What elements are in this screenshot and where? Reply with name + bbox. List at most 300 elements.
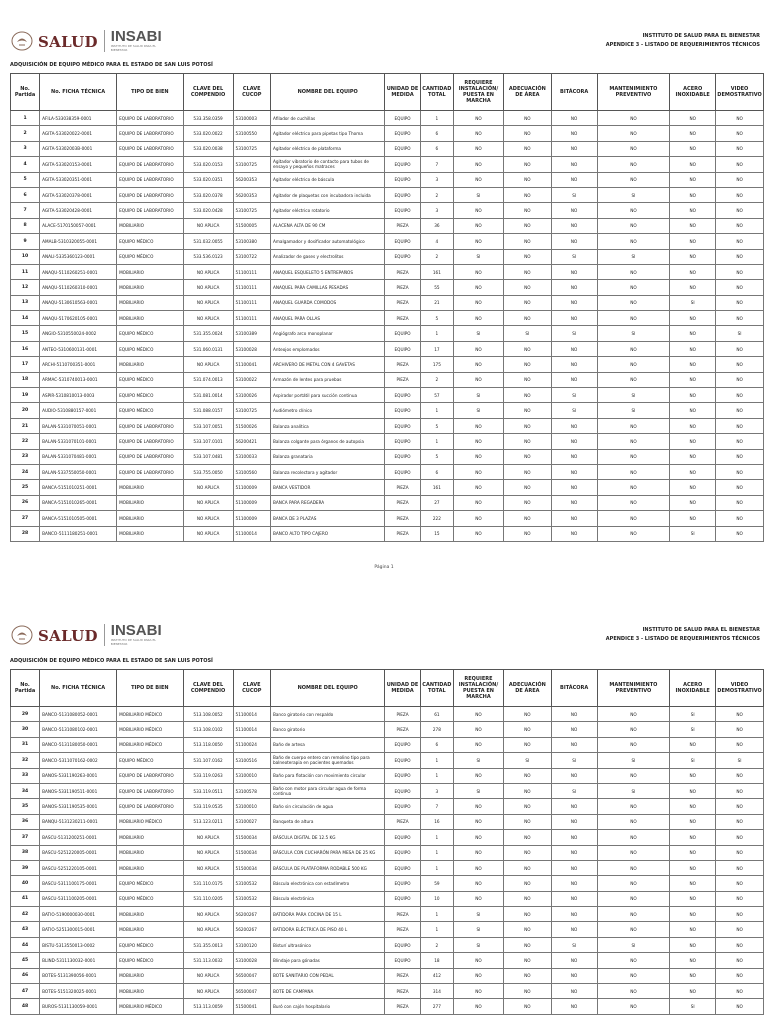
table-cell: NO: [670, 357, 716, 372]
table-cell: 533.020.0022: [183, 126, 233, 141]
table-cell: BÁSCULA DE PLATAFORMA RODABLE 500 KG: [270, 860, 384, 875]
table-cell: 6: [420, 141, 453, 156]
table-cell: NO: [597, 907, 670, 922]
column-header: No. FICHA TÉCNICA: [40, 74, 117, 111]
requirements-table: [10, 73, 764, 542]
appendix-title: APENDICE 3 - LISTADO DE REQUERIMIENTOS TÉCNICOS: [605, 42, 760, 48]
table-cell: BANCA DE 3 PLAZAS: [270, 511, 384, 526]
column-header: CLAVE DEL COMPENDIO: [183, 670, 233, 707]
table-cell: BATIDORA ELÉCTRICA DE PISO 40 L: [270, 922, 384, 937]
table-cell: EQUIPO: [385, 403, 420, 418]
column-header: CANTIDAD TOTAL: [420, 670, 453, 707]
table-cell: NO: [454, 311, 504, 326]
table-cell: 51100009: [233, 480, 270, 495]
table-row: [11, 172, 764, 187]
table-cell: NO: [503, 372, 551, 387]
table-cell: NO: [551, 737, 597, 752]
table-cell: BANCO-5311070162-0002: [40, 753, 117, 768]
table-cell: SI: [454, 907, 504, 922]
table-cell: NO: [716, 860, 764, 875]
table-body: [11, 707, 764, 1015]
table-row: [11, 937, 764, 952]
table-cell: Báscula electrónica: [270, 891, 384, 906]
table-cell: NO APLICA: [183, 984, 233, 999]
table-cell: Baño con motor para circular agua de forma continua: [270, 783, 384, 798]
table-cell: EQUIPO: [385, 953, 420, 968]
column-header: VIDEO DEMOSTRATIVO: [716, 670, 764, 707]
table-cell: NO: [670, 326, 716, 341]
table-cell: NO: [597, 707, 670, 722]
table-cell: Balanza colgante para órganos de autopsia: [270, 434, 384, 449]
table-cell: 277: [420, 999, 453, 1014]
table-cell: AGITA-533020153-0001: [40, 157, 117, 172]
table-cell: 11: [11, 264, 40, 279]
column-header: CLAVE DEL COMPENDIO: [183, 74, 233, 111]
table-cell: NO: [551, 234, 597, 249]
table-cell: NO: [670, 434, 716, 449]
table-cell: 27: [420, 495, 453, 510]
table-cell: 51100111: [233, 311, 270, 326]
table-cell: NO: [551, 218, 597, 233]
table-cell: 51500034: [233, 860, 270, 875]
table-cell: NO: [597, 768, 670, 783]
requirements-table: [10, 669, 764, 1015]
table-cell: PIEZA: [385, 480, 420, 495]
table-cell: NO: [503, 783, 551, 798]
table-cell: MOBILIARIO: [117, 907, 184, 922]
table-cell: SI: [670, 707, 716, 722]
table-cell: NO: [670, 218, 716, 233]
table-cell: NO: [503, 234, 551, 249]
table-cell: BANCO-5131080052-0001: [40, 707, 117, 722]
table-cell: 56200353: [233, 187, 270, 202]
table-cell: EQUIPO MÉDICO: [117, 753, 184, 768]
table-cell: SI: [454, 326, 504, 341]
table-cell: 44: [11, 937, 40, 952]
table-cell: NO: [670, 876, 716, 891]
table-cell: 38: [11, 845, 40, 860]
table-cell: 175: [420, 357, 453, 372]
table-cell: Angiógrafo arco monoplanar: [270, 326, 384, 341]
table-cell: PIEZA: [385, 707, 420, 722]
table-cell: Banqueta de altura: [270, 814, 384, 829]
table-cell: BLIND-5311130032-0001: [40, 953, 117, 968]
table-cell: EQUIPO MÉDICO: [117, 341, 184, 356]
table-cell: 53100516: [233, 753, 270, 768]
institute-heading: [606, 626, 760, 644]
table-cell: ANAQUEL ESQUELETO 5 ENTREPAÑOS: [270, 264, 384, 279]
table-cell: 10: [420, 891, 453, 906]
table-cell: EQUIPO: [385, 783, 420, 798]
table-cell: 531.355.0013: [183, 937, 233, 952]
table-cell: BANCA-5151010265-0001: [40, 495, 117, 510]
table-row: [11, 480, 764, 495]
table-cell: NO: [597, 968, 670, 983]
table-cell: NO: [716, 953, 764, 968]
table-cell: NO: [597, 999, 670, 1014]
table-cell: NO: [670, 984, 716, 999]
table-cell: BATIDORA PARA COCINA DE 15 L: [270, 907, 384, 922]
table-cell: NO: [503, 860, 551, 875]
table-cell: 51100009: [233, 495, 270, 510]
table-cell: EQUIPO DE LABORATORIO: [117, 768, 184, 783]
table-cell: 7: [420, 799, 453, 814]
table-cell: ANAQU-5110260251-0001: [40, 264, 117, 279]
table-cell: NO: [597, 126, 670, 141]
table-cell: Agitador vibratorio de contacto para tubos de ensayo y pequeños matraces: [270, 157, 384, 172]
table-cell: NO: [551, 295, 597, 310]
table-cell: NO: [597, 295, 670, 310]
table-cell: NO: [670, 311, 716, 326]
table-cell: NO: [716, 999, 764, 1014]
table-cell: NO: [716, 172, 764, 187]
table-cell: NO APLICA: [183, 218, 233, 233]
insabi-wordmark: INSABI: [110, 28, 162, 45]
table-cell: NO: [716, 737, 764, 752]
table-cell: NO: [597, 922, 670, 937]
table-cell: NO: [503, 203, 551, 218]
table-cell: EQUIPO MÉDICO: [117, 234, 184, 249]
table-cell: MOBILIARIO: [117, 511, 184, 526]
table-cell: NO: [597, 264, 670, 279]
table-cell: 46: [11, 968, 40, 983]
table-cell: NO: [454, 234, 504, 249]
table-cell: BÁSCULA DIGITAL DE 12.5 KG: [270, 830, 384, 845]
table-cell: NO: [716, 234, 764, 249]
table-cell: NO: [454, 876, 504, 891]
table-cell: NO: [716, 922, 764, 937]
table-cell: EQUIPO MÉDICO: [117, 326, 184, 341]
table-cell: 8: [11, 218, 40, 233]
table-cell: NO: [716, 464, 764, 479]
table-cell: 51500041: [233, 999, 270, 1014]
table-cell: ARCHI-5110700351-0001: [40, 357, 117, 372]
table-cell: NO: [670, 234, 716, 249]
table-row: [11, 860, 764, 875]
table-cell: NO: [551, 341, 597, 356]
institute-heading: [606, 32, 760, 50]
table-cell: Bisturí ultrasónico: [270, 937, 384, 952]
table-row: [11, 707, 764, 722]
table-row: [11, 845, 764, 860]
table-cell: NO APLICA: [183, 311, 233, 326]
table-cell: EQUIPO: [385, 891, 420, 906]
table-cell: SI: [597, 249, 670, 264]
table-cell: NO: [503, 799, 551, 814]
table-cell: BANCO-5111180251-0001: [40, 526, 117, 541]
table-cell: AGITA-53302003B-0001: [40, 141, 117, 156]
table-cell: 531.074.0013: [183, 372, 233, 387]
table-cell: NO APLICA: [183, 860, 233, 875]
table-row: [11, 126, 764, 141]
table-cell: 161: [420, 264, 453, 279]
table-cell: EQUIPO MÉDICO: [117, 249, 184, 264]
table-cell: NO: [503, 480, 551, 495]
table-cell: NO: [454, 495, 504, 510]
table-cell: 533.755.0050: [183, 464, 233, 479]
table-cell: 533.119.0511: [183, 783, 233, 798]
column-header: MANTENIMIENTO PREVENTIVO: [597, 670, 670, 707]
table-cell: NO: [670, 968, 716, 983]
table-cell: NO APLICA: [183, 480, 233, 495]
table-cell: 18: [420, 953, 453, 968]
table-cell: 56200353: [233, 172, 270, 187]
table-row: [11, 907, 764, 922]
table-cell: Agitador eléctrico para pipetas tipo Thoma: [270, 126, 384, 141]
table-row: [11, 326, 764, 341]
table-cell: NO: [597, 357, 670, 372]
table-cell: SI: [454, 187, 504, 202]
table-cell: 531.032.0055: [183, 234, 233, 249]
column-header: NOMBRE DEL EQUIPO: [270, 74, 384, 111]
table-cell: 42: [11, 907, 40, 922]
table-cell: NO APLICA: [183, 495, 233, 510]
table-cell: 37: [11, 830, 40, 845]
table-cell: NO: [454, 295, 504, 310]
table-cell: NO: [551, 891, 597, 906]
table-cell: MOBILIARIO: [117, 922, 184, 937]
table-cell: NO: [551, 264, 597, 279]
table-cell: NO: [503, 845, 551, 860]
table-cell: SI: [597, 753, 670, 768]
table-cell: NO: [551, 434, 597, 449]
table-cell: NO: [670, 449, 716, 464]
table-cell: 9: [11, 234, 40, 249]
table-cell: NO: [597, 172, 670, 187]
table-cell: NO: [670, 126, 716, 141]
table-cell: 4: [11, 157, 40, 172]
table-cell: ANAQU-5110260310-0001: [40, 280, 117, 295]
table-cell: AGITA-533020428-0001: [40, 203, 117, 218]
table-cell: NO: [551, 984, 597, 999]
table-cell: SI: [551, 937, 597, 952]
table-cell: NO APLICA: [183, 845, 233, 860]
table-cell: NO: [597, 157, 670, 172]
table-cell: NO: [454, 526, 504, 541]
table-cell: NO: [716, 218, 764, 233]
table-cell: SI: [597, 388, 670, 403]
table-cell: 531.081.0014: [183, 388, 233, 403]
table-cell: NO: [454, 372, 504, 387]
table-cell: AFILA-533038359-0001: [40, 111, 117, 126]
logo-salud-insabi: [10, 30, 166, 52]
table-cell: 23: [11, 449, 40, 464]
table-cell: SI: [454, 922, 504, 937]
page-number: Página 1: [374, 565, 394, 570]
table-cell: NO: [670, 172, 716, 187]
table-row: [11, 464, 764, 479]
table-cell: 531.355.0024: [183, 326, 233, 341]
table-cell: NO: [670, 799, 716, 814]
table-cell: EQUIPO MÉDICO: [117, 372, 184, 387]
table-cell: NO: [597, 799, 670, 814]
table-cell: 5: [420, 418, 453, 433]
table-cell: PIEZA: [385, 968, 420, 983]
table-cell: MOBILIARIO: [117, 480, 184, 495]
table-cell: NO: [597, 511, 670, 526]
table-cell: NO: [597, 845, 670, 860]
table-cell: NO: [597, 737, 670, 752]
table-cell: ANAQUEL GUARDA COMODOS: [270, 295, 384, 310]
table-cell: BANOS-5331190263-0001: [40, 768, 117, 783]
table-cell: AUDIO-5310880157-0001: [40, 403, 117, 418]
table-cell: NO: [597, 341, 670, 356]
table-cell: NO: [503, 891, 551, 906]
table-cell: SI: [551, 187, 597, 202]
table-cell: NO: [716, 357, 764, 372]
table-cell: NO: [454, 280, 504, 295]
table-cell: NO: [551, 526, 597, 541]
table-cell: EQUIPO DE LABORATORIO: [117, 449, 184, 464]
column-header: TIPO DE BIEN: [117, 74, 184, 111]
table-row: [11, 768, 764, 783]
table-cell: SI: [503, 753, 551, 768]
table-cell: 5: [420, 449, 453, 464]
table-cell: 51100111: [233, 264, 270, 279]
table-cell: 222: [420, 511, 453, 526]
table-cell: 513.108.0102: [183, 722, 233, 737]
table-cell: NO: [503, 968, 551, 983]
table-cell: 412: [420, 968, 453, 983]
table-cell: NO: [503, 707, 551, 722]
table-row: [11, 418, 764, 433]
table-cell: ANTEO-5310600131-0001: [40, 341, 117, 356]
table-cell: NO: [551, 126, 597, 141]
table-cell: NO APLICA: [183, 280, 233, 295]
table-cell: NO: [551, 907, 597, 922]
table-cell: NO: [716, 187, 764, 202]
table-cell: 533.020.0378: [183, 187, 233, 202]
table-row: [11, 141, 764, 156]
table-cell: NO: [454, 737, 504, 752]
table-row: [11, 187, 764, 202]
table-cell: NO: [716, 434, 764, 449]
table-cell: NO: [597, 830, 670, 845]
table-row: [11, 799, 764, 814]
table-header-row: [11, 670, 764, 707]
table-cell: 513.113.0059: [183, 999, 233, 1014]
table-cell: PIEZA: [385, 922, 420, 937]
table-cell: EQUIPO MÉDICO: [117, 937, 184, 952]
table-cell: 533.020.0351: [183, 172, 233, 187]
table-row: [11, 388, 764, 403]
table-cell: Buró con cajón hospitalario: [270, 999, 384, 1014]
table-cell: NO: [597, 280, 670, 295]
table-cell: NO: [503, 141, 551, 156]
table-cell: 10: [11, 249, 40, 264]
eagle-emblem-icon: [10, 625, 34, 645]
table-cell: MOBILIARIO MÉDICO: [117, 737, 184, 752]
table-cell: Balanza recolectora y agitador: [270, 464, 384, 479]
table-row: [11, 372, 764, 387]
table-cell: BANCA-5151010505-0001: [40, 511, 117, 526]
table-cell: NO: [454, 434, 504, 449]
table-cell: NO: [670, 953, 716, 968]
table-cell: NO: [454, 722, 504, 737]
insabi-wordmark: INSABI: [110, 622, 162, 639]
table-cell: 25: [11, 480, 40, 495]
table-cell: 3: [420, 203, 453, 218]
table-cell: NO: [551, 449, 597, 464]
table-cell: NO: [551, 722, 597, 737]
table-cell: NO: [503, 722, 551, 737]
table-cell: NO: [503, 464, 551, 479]
table-cell: EQUIPO MÉDICO: [117, 403, 184, 418]
table-cell: 531.060.0131: [183, 341, 233, 356]
column-header: CLAVE CUCOP: [233, 74, 270, 111]
table-cell: 53100010: [233, 799, 270, 814]
table-cell: SI: [454, 403, 504, 418]
table-cell: NO: [454, 111, 504, 126]
insabi-subtitle: INSTITUTO DE SALUD PARA EL BIENESTAR: [110, 44, 157, 52]
table-cell: AGITA-533020022-0001: [40, 126, 117, 141]
table-cell: SI: [454, 937, 504, 952]
table-row: [11, 814, 764, 829]
table-cell: 533.020.0153: [183, 157, 233, 172]
table-cell: NO: [670, 814, 716, 829]
table-cell: BASCU-5131200251-0001: [40, 830, 117, 845]
table-row: [11, 891, 764, 906]
table-cell: 6: [11, 187, 40, 202]
table-cell: NO: [503, 111, 551, 126]
table-cell: NO: [454, 511, 504, 526]
table-cell: 15: [420, 526, 453, 541]
table-cell: ANGIO-5310550024-0002: [40, 326, 117, 341]
table-cell: NO: [551, 464, 597, 479]
table-cell: 3: [11, 141, 40, 156]
table-cell: NO: [551, 814, 597, 829]
table-cell: 2: [420, 249, 453, 264]
table-cell: MOBILIARIO: [117, 526, 184, 541]
table-cell: NO: [716, 311, 764, 326]
column-header: ADECUACIÓN DE ÁREA: [503, 74, 551, 111]
table-cell: 51500005: [233, 218, 270, 233]
table-cell: BASCU-5251220005-0001: [40, 845, 117, 860]
table-cell: 56200267: [233, 922, 270, 937]
table-cell: Balanza analítica: [270, 418, 384, 433]
table-cell: 21: [420, 295, 453, 310]
column-header: REQUIERE INSTALACIÓN/ PUESTA EN MARCHA: [454, 74, 504, 111]
table-cell: ARCHIVERO DE METAL CON 4 GAVETAS: [270, 357, 384, 372]
table-cell: NO: [716, 341, 764, 356]
table-cell: MOBILIARIO: [117, 984, 184, 999]
table-row: [11, 722, 764, 737]
table-cell: ANAQUEL PARA OLLAS: [270, 311, 384, 326]
logo-salud-insabi: [10, 624, 166, 646]
table-cell: 533.020.0428: [183, 203, 233, 218]
table-cell: NO: [454, 984, 504, 999]
salud-wordmark: SALUD: [38, 32, 98, 51]
table-cell: EQUIPO: [385, 737, 420, 752]
table-cell: 32: [11, 753, 40, 768]
table-cell: 36: [11, 814, 40, 829]
table-cell: 40: [11, 876, 40, 891]
table-cell: NO: [670, 907, 716, 922]
table-cell: 513.123.0211: [183, 814, 233, 829]
table-cell: NO APLICA: [183, 968, 233, 983]
table-cell: NO: [716, 830, 764, 845]
table-row: [11, 264, 764, 279]
table-cell: NO: [551, 799, 597, 814]
table-cell: PIEZA: [385, 218, 420, 233]
table-cell: NO: [551, 511, 597, 526]
table-cell: 18: [11, 372, 40, 387]
table-cell: 59: [420, 876, 453, 891]
table-cell: BOTE SANITARIO CON PEDAL: [270, 968, 384, 983]
table-cell: 161: [420, 480, 453, 495]
table-cell: 53100560: [233, 464, 270, 479]
table-cell: 1: [420, 907, 453, 922]
